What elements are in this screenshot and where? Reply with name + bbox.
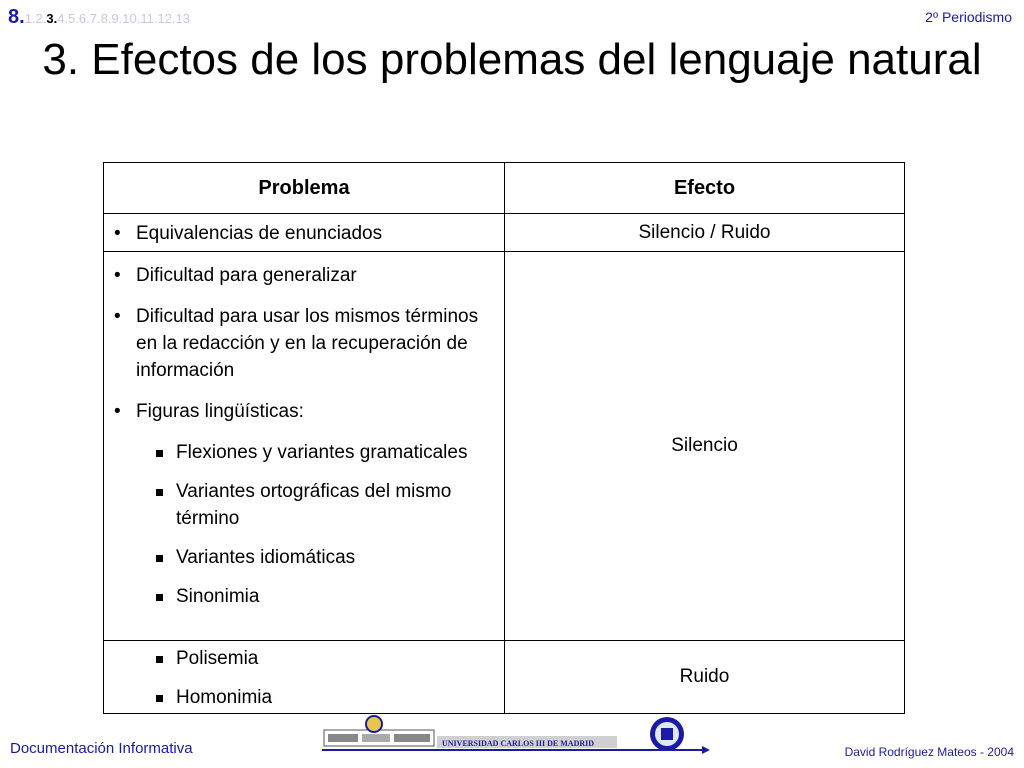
university-logo	[322, 712, 712, 762]
header-problema: Problema	[104, 163, 505, 214]
sub-list-item: Homonimia	[176, 687, 273, 708]
list-item: Dificultad para usar los mismos términos en la redacción y en la recuperación de información	[136, 306, 479, 381]
sub-list-item: Polisemia	[176, 648, 259, 669]
bullet-icon: •	[114, 401, 121, 422]
header-efecto: Efecto	[505, 163, 905, 214]
table-header-row	[104, 163, 905, 214]
bullet-icon: •	[114, 265, 121, 286]
square-bullet-icon	[156, 695, 163, 702]
sub-list-item: Variantes idiomáticas	[176, 547, 356, 568]
effect-cell: Silencio	[505, 252, 905, 641]
sub-list-item: Variantes ortográficas del mismo término	[176, 481, 452, 529]
effect-cell: Silencio / Ruido	[505, 214, 905, 252]
course-label: 2º Periodismo	[925, 9, 1012, 25]
problem-cell	[104, 641, 505, 714]
slide-navigation	[8, 6, 190, 29]
footer-course-title: Documentación Informativa	[10, 740, 193, 757]
list-item: Equivalencias de enunciados	[136, 223, 383, 244]
list-item: Dificultad para generalizar	[136, 265, 357, 286]
table-row	[104, 252, 905, 641]
bullet-icon: •	[114, 306, 121, 327]
slide-title: 3. Efectos de los problemas del lenguaje natural	[42, 35, 982, 84]
square-bullet-icon	[156, 489, 163, 496]
square-bullet-icon	[156, 656, 163, 663]
problems-table	[103, 162, 905, 714]
table-row	[104, 641, 905, 714]
footer-author: David Rodríguez Mateos - 2004	[844, 745, 1014, 759]
nav-links-after[interactable]: 4.5.6.7.8.9.10.11.12.13	[57, 11, 190, 26]
nav-links-before[interactable]: 1.2.	[24, 11, 47, 26]
bullet-icon: •	[114, 223, 121, 244]
problem-cell	[104, 214, 505, 252]
logo-text: UNIVERSIDAD CARLOS III DE MADRID	[442, 739, 595, 748]
chapter-number: 8.	[8, 6, 25, 28]
table-row	[104, 214, 905, 252]
sub-list-item: Sinonimia	[176, 586, 260, 607]
list-item: Figuras lingüísticas:	[136, 401, 304, 422]
nav-current-section: 3.	[46, 11, 58, 26]
square-bullet-icon	[156, 594, 163, 601]
problem-cell	[104, 252, 505, 641]
square-bullet-icon	[156, 450, 163, 457]
sub-list-item: Flexiones y variantes gramaticales	[176, 442, 468, 463]
square-bullet-icon	[156, 555, 163, 562]
effect-cell: Ruido	[505, 641, 905, 714]
